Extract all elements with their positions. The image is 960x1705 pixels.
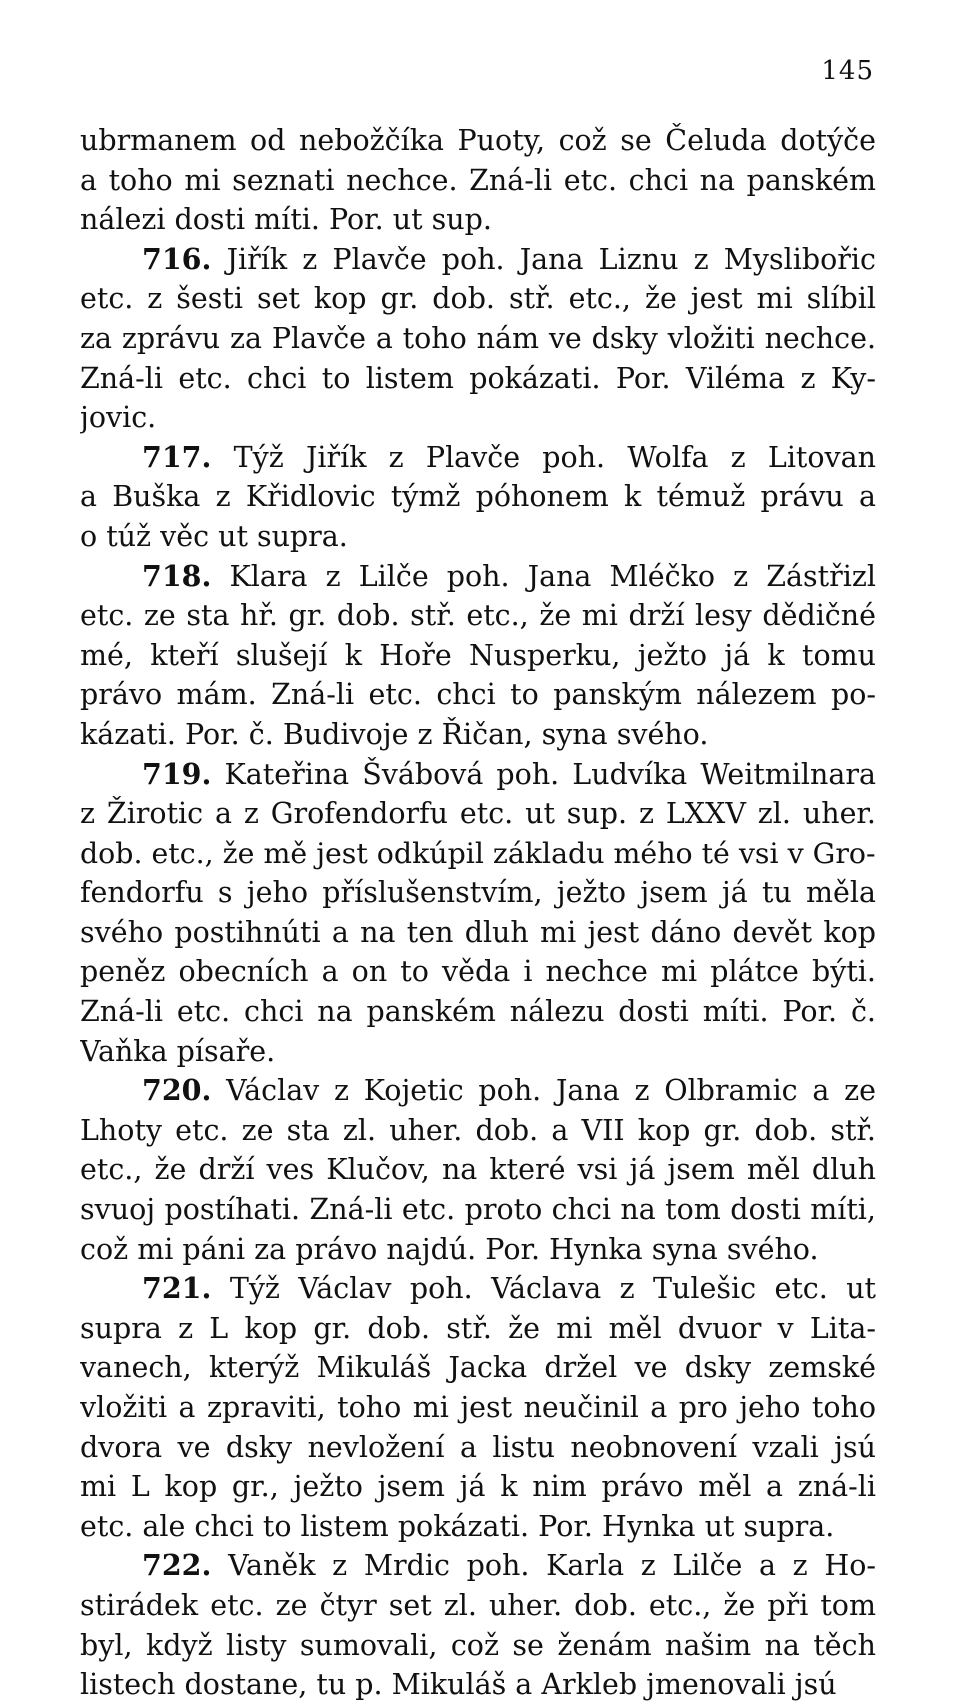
- line-text: jovic.: [80, 401, 157, 435]
- text-line: [80, 1032, 876, 1072]
- line-text: Jiřík z Plavče poh. Jana Liznu z Myslibořic: [211, 242, 876, 276]
- line-text: Zná-li etc. chci to listem pokázati. Por. Viléma z Ky-: [80, 361, 876, 395]
- line-text: z Žirotic a z Grofendorfu etc. ut sup. z LXXV zl. uher.: [80, 797, 876, 831]
- line-text: listech dostane, tu p. Mikuláš a Arkleb jmenovali jsú: [80, 1668, 837, 1702]
- line-text: etc. ale chci to listem pokázati. Por. Hynka ut supra.: [80, 1509, 835, 1543]
- line-text: o túž věc ut supra.: [80, 519, 348, 553]
- line-text: Václav z Kojetic poh. Jana z Olbramic a ze: [211, 1074, 876, 1108]
- line-text: vložiti a zpraviti, toho mi jest neučinil a pro jeho toho: [80, 1391, 876, 1424]
- entry-number: 716.: [142, 241, 212, 276]
- entry-first-line: [80, 1546, 876, 1586]
- line-text: což mi páni za právo najdú. Por. Hynka syna svého.: [80, 1232, 819, 1266]
- line-text: Týž Jiřík z Plavče poh. Wolfa z Litovan: [211, 440, 876, 474]
- line-text: právo mám. Zná-li etc. chci to panským nálezem po-: [80, 678, 876, 712]
- text-line: [80, 200, 876, 240]
- text-line: [80, 398, 876, 438]
- line-text: a Buška z Křidlovic týmž póhonem k témuž právu a: [80, 480, 876, 514]
- line-text: Vaněk z Mrdic poh. Karla z Lilče a z Ho-: [211, 1549, 876, 1583]
- text-line: [80, 1150, 876, 1190]
- line-text: dob. etc., že mě jest odkúpil základu mého té vsi v Gro-: [80, 836, 876, 870]
- line-text: etc., že drží ves Klučov, na které vsi já jsem měl dluh: [80, 1153, 876, 1187]
- line-text: svého postihnúti a na ten dluh mi jest dáno devět kop: [80, 915, 876, 949]
- entry-first-line: [80, 755, 876, 795]
- text-line: [80, 834, 876, 874]
- entry-first-line: [80, 1269, 876, 1309]
- line-text: etc. z šesti set kop gr. dob. stř. etc., že jest mi slíbil: [80, 282, 876, 316]
- entry-number: 720.: [142, 1073, 212, 1108]
- entry-first-line: [80, 438, 876, 478]
- line-text: Zná-li etc. chci na panském nálezu dosti míti. Por. č.: [80, 995, 876, 1029]
- text-line: [80, 121, 876, 161]
- text-line: [80, 1111, 876, 1151]
- text-line: [80, 715, 876, 755]
- line-text: Klara z Lilče poh. Jana Mléčko z Zástřizl: [211, 559, 876, 593]
- line-text: vanech, kterýž Mikuláš Jacka držel ve dsky zemské: [80, 1351, 876, 1385]
- entry-number: 721.: [142, 1271, 212, 1306]
- text-line: [80, 952, 876, 992]
- text-line: [80, 992, 876, 1032]
- entry-number: 719.: [142, 756, 212, 791]
- line-text: nálezi dosti míti. Por. ut sup.: [80, 203, 492, 237]
- text-line: [80, 636, 876, 676]
- text-line: [80, 1507, 876, 1547]
- text-line: [80, 1348, 876, 1388]
- line-text: Lhoty etc. ze sta zl. uher. dob. a VII kop gr. dob. stř.: [80, 1113, 876, 1147]
- entry-number: 718.: [142, 558, 212, 593]
- line-text: Kateřina Švábová poh. Ludvíka Weitmilnara: [211, 757, 876, 791]
- line-text: kázati. Por. č. Budivoje z Řičan, syna svého.: [80, 717, 709, 751]
- text-line: [80, 359, 876, 399]
- entry-first-line: [80, 557, 876, 597]
- text-line: [80, 794, 876, 834]
- line-text: mi L kop gr., ježto jsem já k nim právo měl a zná-li: [80, 1470, 876, 1504]
- text-line: [80, 1665, 876, 1705]
- line-text: etc. ze sta hř. gr. dob. stř. etc., že mi drží lesy dědičné: [80, 599, 876, 633]
- line-text: za zprávu za Plavče a toho nám ve dsky vložiti nechce.: [80, 321, 876, 355]
- entry-number: 717.: [142, 439, 212, 474]
- line-text: byl, když listy sumovali, což se ženám našim na těch: [80, 1628, 876, 1662]
- text-line: [80, 1388, 876, 1428]
- page-number: 145: [821, 56, 874, 86]
- entry-first-line: [80, 240, 876, 280]
- line-text: svuoj postíhati. Zná-li etc. proto chci na tom dosti míti,: [80, 1193, 876, 1227]
- text-line: [80, 517, 876, 557]
- text-line: [80, 675, 876, 715]
- text-line: [80, 1586, 876, 1626]
- text-line: [80, 1309, 876, 1349]
- line-text: Vaňka písaře.: [80, 1034, 276, 1068]
- text-line: [80, 319, 876, 359]
- text-line: [80, 596, 876, 636]
- text-line: [80, 161, 876, 201]
- line-text: mé, kteří slušejí k Hoře Nusperku, ježto já k tomu: [80, 638, 876, 672]
- line-text: peněz obecních a on to věda i nechce mi plátce býti.: [80, 955, 876, 989]
- line-text: dvora ve dsky nevložení a listu neobnovení vzali jsú: [80, 1430, 876, 1464]
- text-line: [80, 1190, 876, 1230]
- line-text: a toho mi seznati nechce. Zná-li etc. chci na panském: [80, 163, 876, 197]
- text-line: [80, 279, 876, 319]
- line-text: supra z L kop gr. dob. stř. že mi měl dvuor v Lita-: [80, 1311, 876, 1345]
- line-text: fendorfu s jeho příslušenstvím, ježto jsem já tu měla: [80, 876, 876, 910]
- text-line: [80, 913, 876, 953]
- text-line: [80, 1230, 876, 1270]
- line-text: Týž Václav poh. Václava z Tulešic etc. ut: [211, 1272, 876, 1306]
- line-text: stirádek etc. ze čtyr set zl. uher. dob. etc., že při tom: [80, 1588, 876, 1622]
- line-text: ubrmanem od nebožčíka Puoty, což se Čeluda dotýče: [80, 124, 876, 157]
- text-line: [80, 873, 876, 913]
- text-line: [80, 477, 876, 517]
- body-text: [80, 121, 876, 1705]
- entry-number: 722.: [142, 1548, 212, 1583]
- text-line: [80, 1626, 876, 1666]
- text-line: [80, 1467, 876, 1507]
- entry-first-line: [80, 1071, 876, 1111]
- text-line: [80, 1428, 876, 1468]
